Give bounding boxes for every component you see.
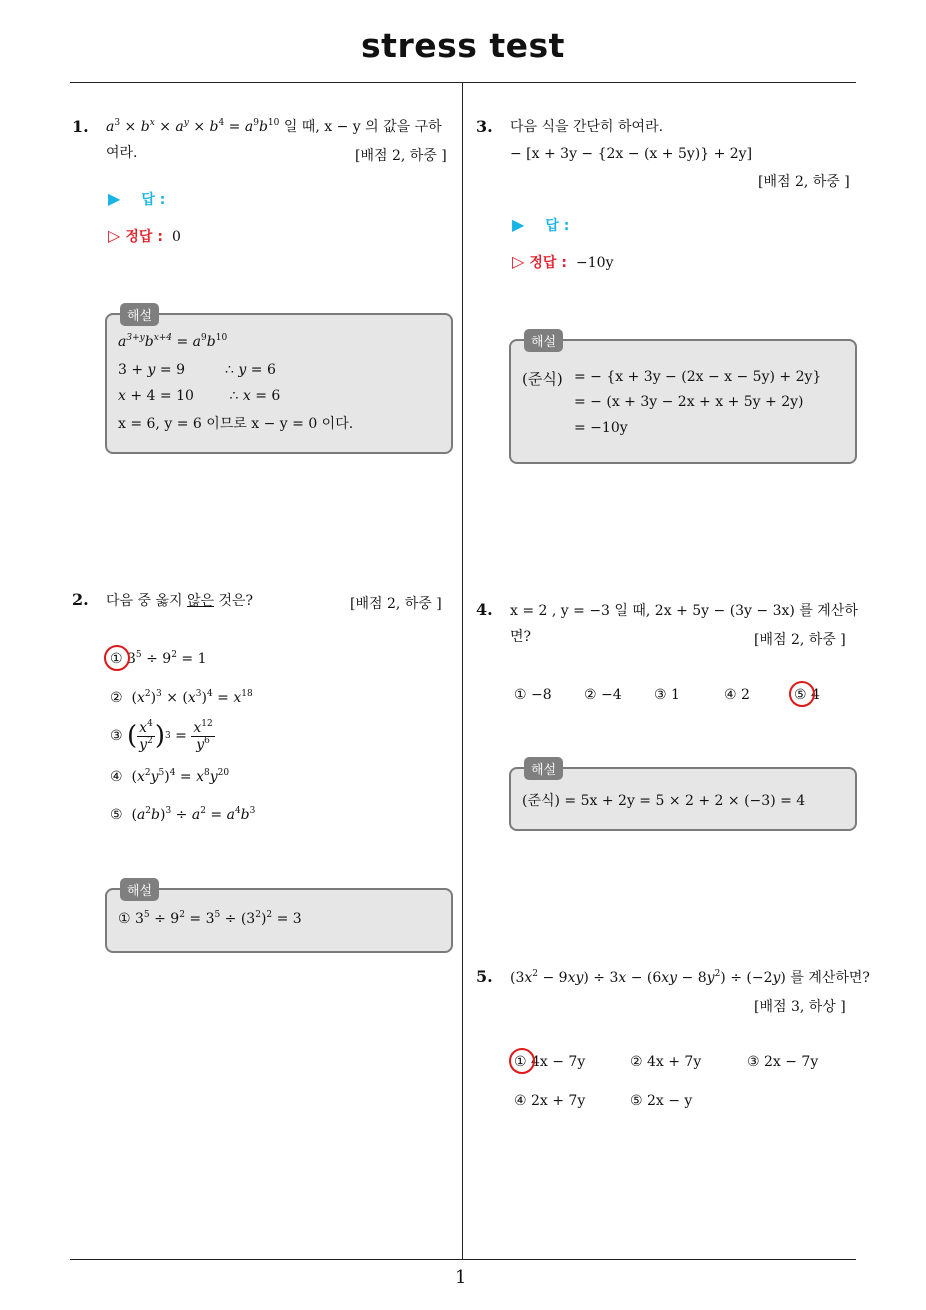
question-5-choice-2: ② 4x + 7y bbox=[630, 1054, 702, 1070]
answer-triangle-icon: ▶ bbox=[512, 215, 525, 234]
footer-rule bbox=[70, 1259, 856, 1260]
question-5-number: 5. bbox=[476, 967, 493, 986]
question-2-choice-4: ④ $(x^2y^5)^4 = x^8y^{20}$ bbox=[110, 768, 230, 785]
question-1-correct-row bbox=[108, 226, 181, 246]
question-1-solution-line3: x + 4 = 10 ∴ x = 6 bbox=[118, 388, 281, 404]
question-3-number: 3. bbox=[476, 117, 493, 136]
question-2-text-post: 것은? bbox=[214, 593, 254, 609]
question-5-choice-1: ① 4x − 7y bbox=[514, 1054, 586, 1070]
question-1-text: $a^3 \times b^x \times a^y \times b^4 = a^9b^{10}$ 일 때, x − y 의 값을 구하 bbox=[106, 118, 442, 135]
question-1-text-line2: 여라. bbox=[106, 145, 138, 161]
question-4-choice-2: ② −4 bbox=[584, 687, 622, 703]
answer-label: 답 : bbox=[545, 218, 570, 234]
question-3-solution-prefix: (준식) bbox=[522, 370, 563, 388]
question-5-choice-5: ⑤ 2x − y bbox=[630, 1093, 693, 1109]
question-4-choice-5: ⑤ 4 bbox=[794, 687, 820, 703]
question-4-solution-tag: 해설 bbox=[524, 757, 563, 780]
question-1-number: 1. bbox=[72, 117, 89, 136]
question-1-text-end: 일 때, x − y 의 값을 구하 bbox=[283, 119, 442, 135]
question-1-score: [배점 2, 하중 ] bbox=[355, 148, 447, 164]
question-3-correct-value: −10y bbox=[576, 255, 614, 271]
question-5-choice-4: ④ 2x + 7y bbox=[514, 1093, 586, 1109]
question-4-text-line2: 면? bbox=[510, 629, 532, 645]
question-5-choice-3: ③ 2x − 7y bbox=[747, 1054, 819, 1070]
question-1-answer-row bbox=[108, 189, 165, 209]
question-5-text: $(3x^2 - 9xy) \div 3x - (6xy - 8y^2) \div (-2y)$ 를 계산하면? bbox=[510, 969, 870, 986]
question-5-score: [배점 3, 하상 ] bbox=[754, 999, 846, 1015]
answer-triangle-icon: ▶ bbox=[108, 189, 121, 208]
question-2-text-underline: 않은 bbox=[186, 593, 215, 609]
question-4-choice-1: ① −8 bbox=[514, 687, 552, 703]
question-1-solution-line4: x = 6, y = 6 이므로 x − y = 0 이다. bbox=[118, 416, 354, 432]
question-3-answer-row bbox=[512, 215, 569, 235]
question-4-number: 4. bbox=[476, 600, 493, 619]
question-2-choice-5: ⑤ $(a^2b)^3 \div a^2 = a^4b^3$ bbox=[110, 806, 256, 823]
correct-label: 정답 : bbox=[125, 229, 163, 245]
question-2-choice-3: ③ ( $\frac{x^4}{y^2}$ ) 3 = $\frac{x^{12}}{y^6}$ bbox=[110, 718, 213, 753]
question-2-text bbox=[106, 591, 253, 611]
header-rule bbox=[70, 82, 856, 83]
question-4-choice-3: ③ 1 bbox=[654, 687, 680, 703]
page-number: 1 bbox=[455, 1267, 467, 1288]
question-4-choice-4: ④ 2 bbox=[724, 687, 750, 703]
question-3-correct-row bbox=[512, 252, 614, 272]
question-4-solution-line: (준식) = 5x + 2y = 5 × 2 + 2 × (−3) = 4 bbox=[522, 793, 806, 809]
selected-choice-circle bbox=[509, 1048, 535, 1074]
question-3-solution-line2: = − (x + 3y − 2x + x + 5y + 2y) bbox=[574, 394, 804, 410]
question-3-expression: − [x + 3y − {2x − (x + 5y)} + 2y] bbox=[510, 146, 753, 162]
question-3-solution-tag: 해설 bbox=[524, 329, 563, 352]
question-1-solution-line1: $a^{3+y}b^{x+4} = a^9b^{10}$ bbox=[118, 333, 228, 350]
question-2-choice-1: ① $3^5 \div 9^2 = 1$ bbox=[110, 650, 207, 667]
question-2-number: 2. bbox=[72, 590, 89, 609]
question-3-solution-line1: = − {x + 3y − (2x − x − 5y) + 2y} bbox=[574, 369, 822, 385]
question-1-solution-tag: 해설 bbox=[120, 303, 159, 326]
question-2-choice-2: ② $(x^2)^3 \times (x^3)^4 = x^{18}$ bbox=[110, 689, 253, 706]
question-2-score: [배점 2, 하중 ] bbox=[350, 596, 442, 612]
question-3-solution-line3: = −10y bbox=[574, 420, 628, 436]
question-2-solution-tag: 해설 bbox=[120, 878, 159, 901]
selected-choice-circle bbox=[104, 645, 130, 671]
correct-triangle-icon: ▷ bbox=[108, 226, 121, 245]
question-2-text-pre: 다음 중 옳지 bbox=[106, 593, 187, 609]
selected-choice-circle bbox=[789, 681, 815, 707]
question-3-text: 다음 식을 간단히 하여라. bbox=[510, 119, 664, 135]
question-2-solution-line: ① $3^5 \div 9^2 = 3^5 \div (3^2)^2 = 3$ bbox=[118, 910, 302, 927]
correct-triangle-icon: ▷ bbox=[512, 252, 525, 271]
column-divider bbox=[462, 83, 463, 1259]
question-4-score: [배점 2, 하중 ] bbox=[754, 632, 846, 648]
page-title: stress test bbox=[361, 26, 565, 65]
answer-label: 답 : bbox=[141, 192, 166, 208]
question-1-solution-line2: 3 + y = 9 ∴ y = 6 bbox=[118, 362, 276, 378]
question-3-score: [배점 2, 하중 ] bbox=[758, 174, 850, 190]
question-4-text-line1: x = 2 , y = −3 일 때, 2x + 5y − (3y − 3x) 를 계산하 bbox=[510, 603, 858, 619]
correct-label: 정답 : bbox=[529, 255, 567, 271]
question-1-correct-value: 0 bbox=[172, 229, 181, 245]
question-5-text-end: 를 계산하면? bbox=[790, 970, 870, 986]
